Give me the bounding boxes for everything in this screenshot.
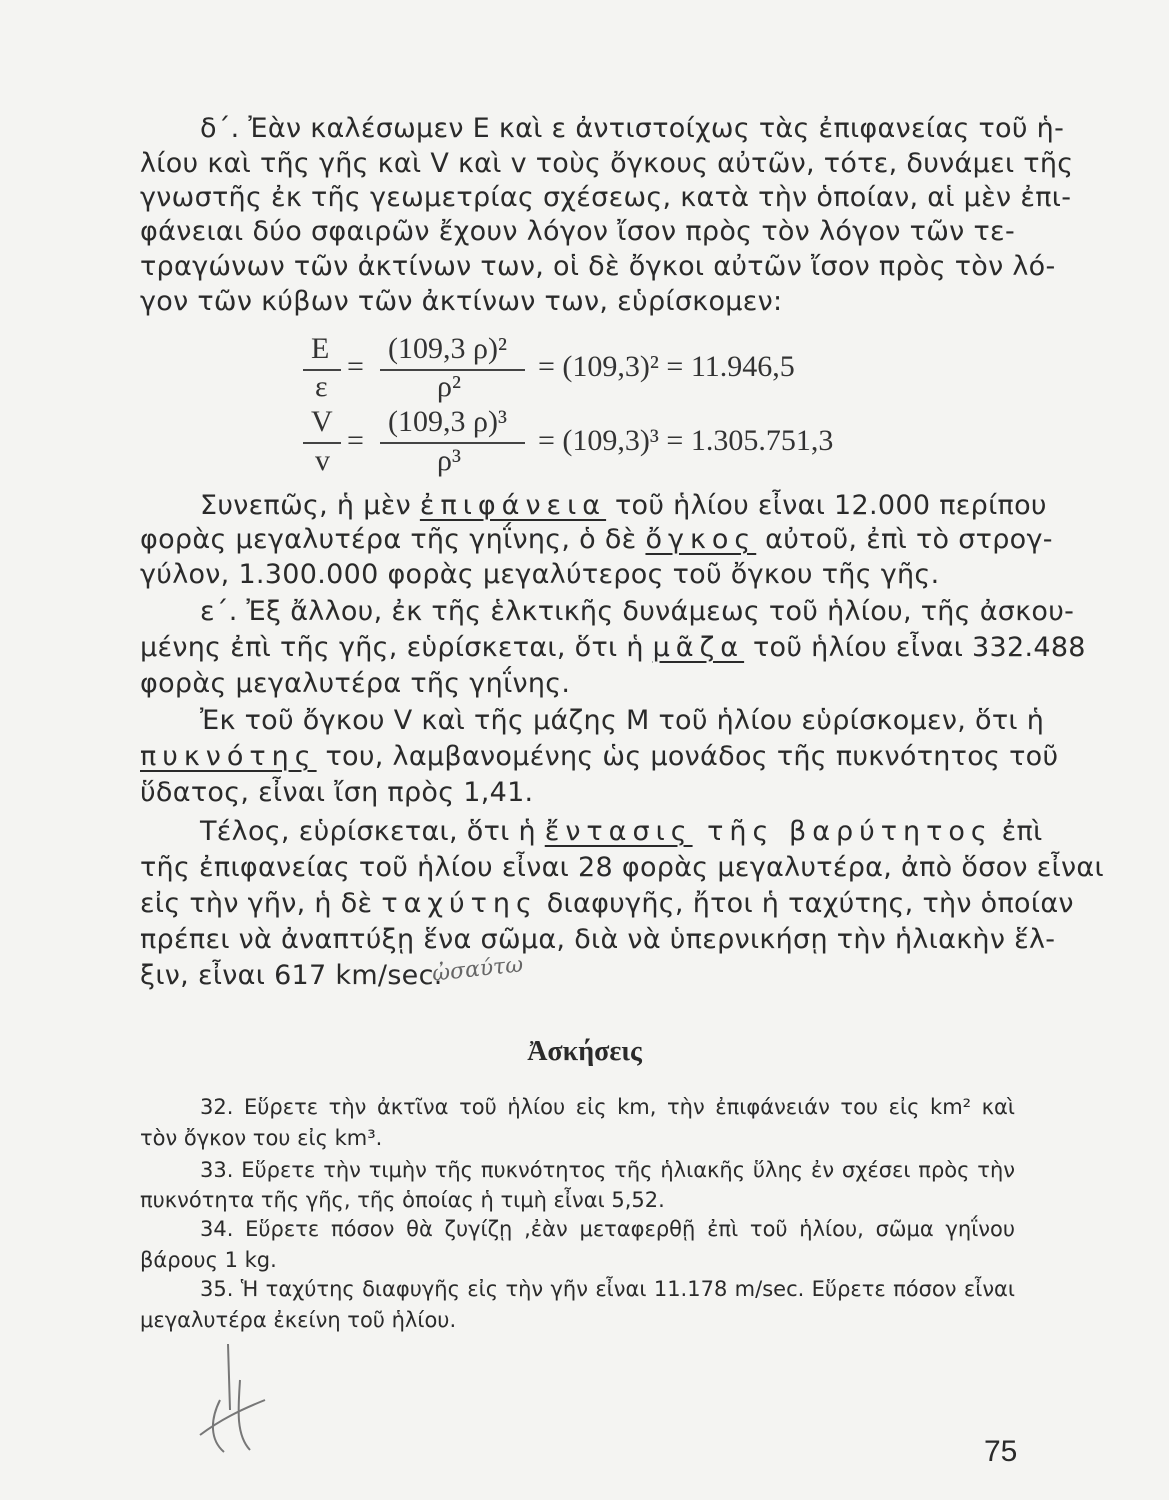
text-line: τραγώνων τῶν ἀκτίνων των, οἱ δὲ ὄγκοι αὐτῶν ἴσον πρὸς τὸν λό- — [140, 251, 1056, 282]
eq1-denominator-mid: ρ² — [437, 370, 461, 403]
text-line — [140, 887, 1074, 921]
spaced-term: ταχύτης — [381, 888, 538, 919]
text-fragment: ἐπὶ — [992, 816, 1043, 847]
eq2-denominator-mid: ρ³ — [437, 444, 461, 477]
eq1-denominator-left: ε — [315, 370, 328, 403]
text-line: γύλον, 1.300.000 φορὰς μεγαλύτερος τοῦ ὄγκου τῆς γῆς. — [140, 559, 940, 590]
text-line — [140, 740, 1059, 774]
text-fragment: Τέλος, εὑρίσκεται, ὅτι ἡ — [200, 816, 545, 847]
eq1-result: = (109,3)² = 11.946,5 — [538, 350, 795, 383]
spaced-term: τῆς βαρύτητος — [692, 816, 993, 847]
text-line: δ΄. Ἐὰν καλέσωμεν Ε καὶ ε ἀντιστοίχως τὰς ἐπιφανείας τοῦ ἡ- — [200, 113, 1065, 144]
text-line: τῆς ἐπιφανείας τοῦ ἡλίου εἶναι 28 φορὰς μεγαλυτέρα, ἀπὸ ὅσον εἶναι — [140, 852, 1104, 883]
eq1-equals: = — [347, 350, 364, 383]
text-line — [200, 815, 1043, 849]
exercise-line: πυκνότητα τῆς γῆς, τῆς ὁποίας ἡ τιμὴ εἶναι 5,52. — [140, 1188, 665, 1212]
text-fragment: μένης ἐπὶ τῆς γῆς, εὑρίσκεται, ὅτι ἡ — [140, 632, 653, 663]
text-line: φάνειαι δύο σφαιρῶν ἔχουν λόγον ἴσον πρὸς τὸν λόγον τῶν τε- — [140, 216, 1015, 247]
signature-scribble — [180, 1340, 300, 1460]
exercise-line: τὸν ὄγκον του εἰς km³. — [140, 1126, 383, 1150]
text-line — [140, 631, 1086, 665]
text-line — [200, 489, 1047, 523]
exercise-line: 34. Εὕρετε πόσον θὰ ζυγίζῃ ,ἐὰν μεταφερθῇ ἐπὶ τοῦ ἡλίου, σῶμα γηΐνου — [200, 1217, 1015, 1241]
text-line: γνωστῆς ἐκ τῆς γεωμετρίας σχέσεως, κατὰ τὴν ὁποίαν, αἱ μὲν ἐπι- — [140, 182, 1072, 213]
exercise-line: βάρους 1 kg. — [140, 1248, 277, 1272]
page-number: 75 — [984, 1435, 1018, 1468]
eq2-result: = (109,3)³ = 1.305.751,3 — [538, 424, 834, 457]
exercise-line: μεγαλυτέρα ἐκείνη τοῦ ἡλίου. — [140, 1308, 457, 1332]
text-line: ξιν, εἶναι 617 km/sec. — [140, 960, 443, 991]
text-fragment: τοῦ ἡλίου εἶναι 12.000 περίπου — [606, 490, 1047, 521]
handwritten-note: ὠσαύτω — [430, 952, 525, 987]
text-fragment: διαφυγῆς, ἤτοι ἡ ταχύτης, τὴν ὁποίαν — [537, 888, 1074, 919]
eq2-numerator-left: V — [311, 405, 333, 438]
text-line: ὕδατος, εἶναι ἴση πρὸς 1,41. — [140, 777, 534, 808]
text-fragment: φορὰς μεγαλυτέρα τῆς γηΐνης, ὁ δὲ — [140, 524, 646, 555]
text-line: ε΄. Ἐξ ἄλλου, ἐκ τῆς ἑλκτικῆς δυνάμεως τοῦ ἡλίου, τῆς ἀσκου- — [200, 596, 1075, 627]
eq2-denominator-left: v — [315, 444, 330, 477]
exercise-line: 35. Ἡ ταχύτης διαφυγῆς εἰς τὴν γῆν εἶναι 11.178 m/sec. Εὕρετε πόσον εἶναι — [200, 1277, 1015, 1301]
highlighted-term: ὄγκος — [645, 524, 757, 555]
highlighted-term: μᾶζα — [652, 632, 745, 663]
text-line: φορὰς μεγαλυτέρα τῆς γηΐνης. — [140, 668, 571, 699]
highlighted-term: ἔντασις — [544, 816, 693, 847]
eq2-equals: = — [347, 424, 364, 457]
highlighted-term: ἐπιφάνεια — [419, 490, 607, 521]
text-fragment: αὐτοῦ, ἐπὶ τὸ στρογ- — [756, 524, 1053, 555]
exercise-line: 32. Εὕρετε τὴν ἀκτῖνα τοῦ ἡλίου εἰς km, τὴν ἐπιφάνειάν του εἰς km² καὶ — [200, 1095, 1015, 1119]
highlighted-term: πυκνότης — [140, 741, 317, 772]
text-line: γον τῶν κύβων τῶν ἀκτίνων των, εὑρίσκομεν: — [140, 286, 783, 317]
text-line — [140, 523, 1053, 557]
text-fragment: του, λαμβανομένης ὡς μονάδος τῆς πυκνότητος τοῦ — [316, 741, 1059, 772]
text-fragment: τοῦ ἡλίου εἶναι 332.488 — [744, 632, 1086, 663]
text-fragment: εἰς τὴν γῆν, ἡ δὲ — [140, 888, 382, 919]
text-fragment: Συνεπῶς, ἡ μὲν — [200, 490, 420, 521]
text-line: πρέπει νὰ ἀναπτύξῃ ἕνα σῶμα, διὰ νὰ ὑπερνικήσῃ τὴν ἡλιακὴν ἕλ- — [140, 924, 1056, 955]
exercises-heading: Ἀσκήσεις — [527, 1036, 642, 1067]
text-line: λίου καὶ τῆς γῆς καὶ V καὶ v τοὺς ὄγκους αὐτῶν, τότε, δυνάμει τῆς — [140, 148, 1074, 179]
eq2-numerator-mid: (109,3 ρ)³ — [388, 405, 507, 438]
text-line: Ἐκ τοῦ ὄγκου V καὶ τῆς μάζης Μ τοῦ ἡλίου εὑρίσκομεν, ὅτι ἡ — [200, 705, 1045, 736]
eq1-numerator-left: E — [311, 332, 330, 365]
eq1-numerator-mid: (109,3 ρ)² — [388, 332, 507, 365]
exercise-line: 33. Εὕρετε τὴν τιμὴν τῆς πυκνότητος τῆς ἡλιακῆς ὕλης ἐν σχέσει πρὸς τὴν — [200, 1158, 1015, 1182]
